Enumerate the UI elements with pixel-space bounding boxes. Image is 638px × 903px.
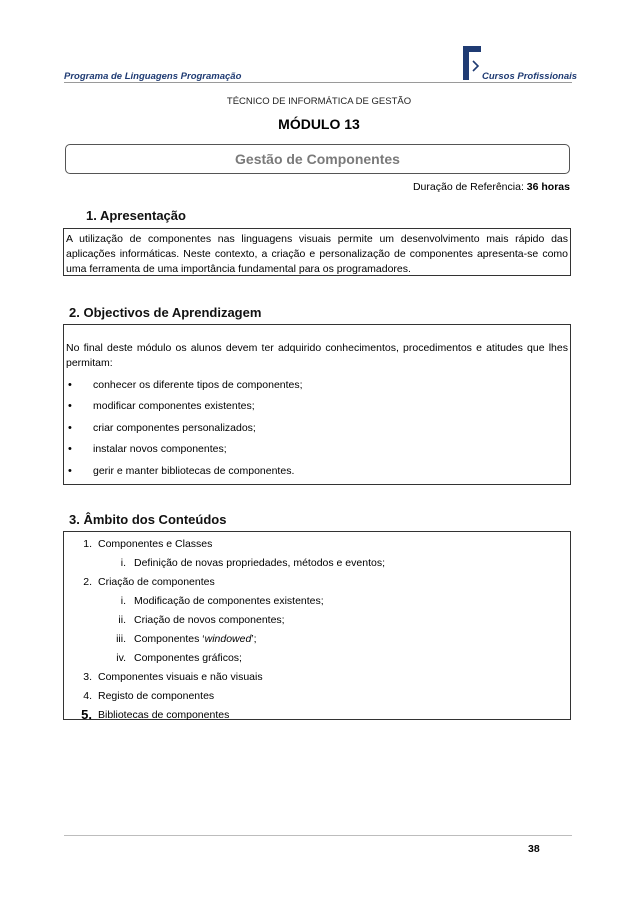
outline-subitem: iii. Componentes ‘ windowed ’; — [116, 632, 257, 645]
list-item: • gerir e manter bibliotecas de componentes. — [68, 464, 295, 477]
outline-item: 2. Criação de componentes — [83, 575, 215, 588]
list-item: • conhecer os diferente tipos de componentes; — [68, 378, 303, 391]
bullet-icon: • — [68, 378, 72, 391]
reference-duration — [413, 181, 570, 193]
module-number: MÓDULO 13 — [278, 116, 360, 132]
publisher-logo-icon — [463, 46, 481, 80]
outline-subitem: i. Modificação de componentes existentes; — [120, 594, 324, 607]
outline-subitem: iv. Componentes gráficos; — [116, 651, 242, 664]
page-number: 38 — [528, 843, 540, 855]
list-item: • instalar novos componentes; — [68, 443, 227, 456]
footer-divider — [64, 835, 572, 836]
objectives-box — [63, 324, 571, 485]
section-heading-presentation: 1. Apresentação — [86, 208, 186, 223]
module-title-box — [65, 144, 570, 174]
section-heading-contents: 3. Âmbito dos Conteúdos — [69, 512, 227, 527]
contents-outline — [64, 532, 570, 724]
bullet-icon: • — [68, 421, 72, 434]
bullet-icon: • — [68, 464, 72, 477]
header-program-title: Programa de Linguagens Programação — [64, 71, 242, 82]
duration-label: Duração de Referência: — [412, 181, 524, 193]
outline-subitem: i. Definição de novas propriedades, métodos e eventos; — [120, 556, 385, 569]
objectives-intro: No final deste módulo os alunos devem ter adquirido conhecimentos, procedimentos e atitudes que lhes permitam: — [66, 342, 568, 369]
contents-box — [63, 531, 571, 720]
objectives-list — [64, 374, 570, 482]
section-heading-objectives: 2. Objectivos de Aprendizagem — [69, 305, 262, 320]
bullet-icon: • — [68, 443, 72, 456]
header-courses-label: Cursos Profissionais — [482, 71, 578, 82]
header-divider — [64, 82, 572, 83]
list-item: • criar componentes personalizados; — [68, 421, 256, 434]
outline-item: 3. Componentes visuais e não visuais — [83, 670, 263, 683]
course-name: TÉCNICO DE INFORMÁTICA DE GESTÃO — [226, 96, 412, 107]
emphasis-text: windowed — [204, 632, 252, 645]
outline-item: 5. Bibliotecas de componentes — [81, 707, 230, 722]
bullet-icon: • — [68, 400, 72, 413]
outline-item: 4. Registo de componentes — [83, 689, 215, 702]
presentation-box — [63, 228, 571, 276]
presentation-text: A utilização de componentes nas linguagens visuais permite um desenvolvimento mais rápido das aplicações informáticas. Neste contexto, a criação e personalização de componentes apresenta-se como uma ferramenta de uma importância fundamental para os programadores. — [66, 233, 568, 275]
outline-subitem: ii. Criação de novos componentes; — [118, 613, 285, 626]
outline-item: 1. Componentes e Classes — [83, 537, 213, 550]
duration-value: 36 horas — [526, 181, 570, 193]
module-title: Gestão de Componentes — [235, 151, 400, 167]
list-item: • modificar componentes existentes; — [68, 400, 255, 413]
